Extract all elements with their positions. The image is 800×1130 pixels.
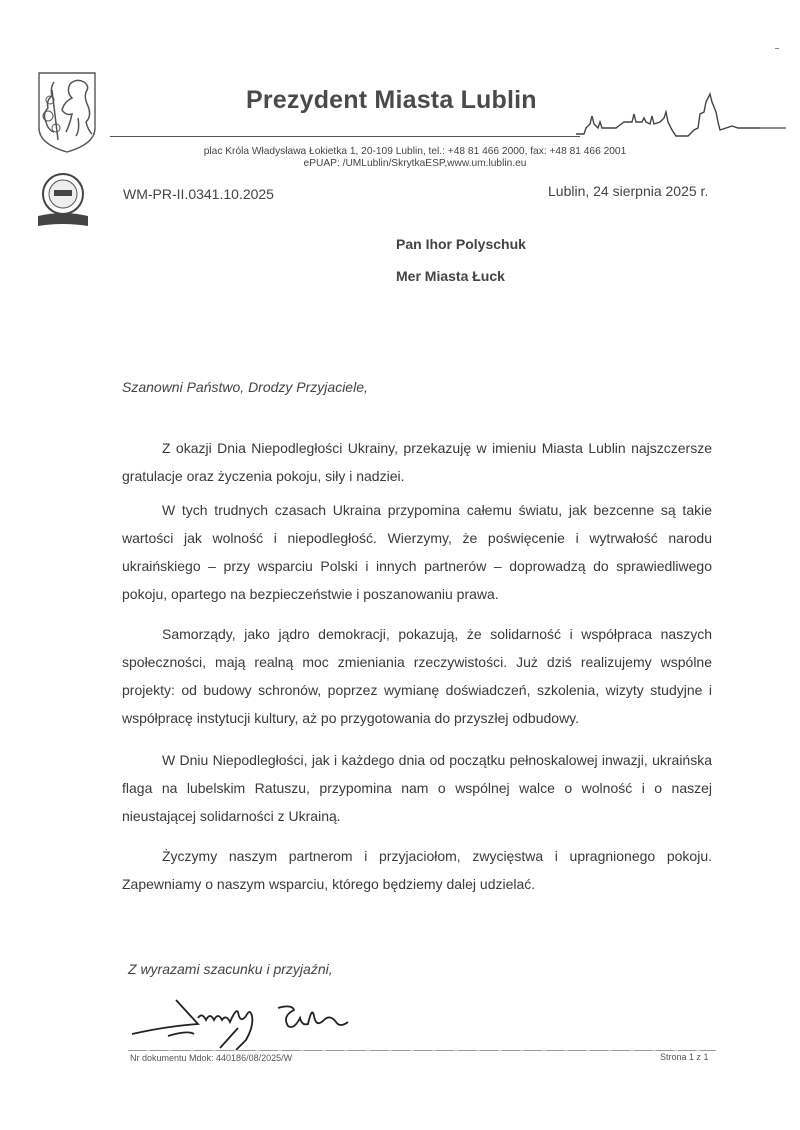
recipient-title: Mer Miasta Łuck bbox=[396, 268, 505, 284]
page-title: Prezydent Miasta Lublin bbox=[246, 86, 537, 114]
closing-phrase: Z wyrazami szacunku i przyjaźni, bbox=[128, 961, 333, 977]
handwritten-signature bbox=[128, 990, 368, 1050]
address-block bbox=[180, 146, 650, 170]
recipient-name: Pan Ihor Polyschuk bbox=[396, 236, 526, 252]
footer-divider bbox=[128, 1050, 716, 1051]
quality-system-certificate-icon bbox=[30, 172, 96, 232]
paragraph: W tych trudnych czasach Ukraina przypomina całemu światu, jak bezcenne są takie wartości jak wolność i niepodległość. Wierzymy, że poświęcenie i wytrwałość narodu ukraińskiego – przy wsparciu Polski i innych partnerów – doprowadzą do sprawiedliwego pokoju, opartego na bezpieczeństwie i poszanowaniu prawa. bbox=[122, 502, 712, 602]
letter-date: Lublin, 24 sierpnia 2025 r. bbox=[548, 183, 709, 199]
address-line: plac Króla Władysława Łokietka 1, 20-109 Lublin, tel.: +48 81 466 2000, fax: +48 81 466 2001 bbox=[203, 146, 627, 157]
document-number: Nr dokumentu Mdok: 440186/08/2025/W bbox=[130, 1053, 293, 1063]
scan-mark bbox=[775, 48, 779, 49]
paragraph: Z okazji Dnia Niepodległości Ukrainy, przekazuję w imieniu Miasta Lublin najszczersze gratulacje oraz życzenia pokoju, siły i nadziei. bbox=[122, 440, 712, 484]
paragraph: W Dniu Niepodległości, jak i każdego dnia od początku pełnoskalowej inwazji, ukraińska flaga na lubelskim Ratuszu, przypomina nam o wspólnej walce o wolność i o naszej nieustającej solidarności z Ukrainą. bbox=[122, 752, 712, 824]
reference-number: WM-PR-II.0341.10.2025 bbox=[123, 186, 274, 202]
lublin-coat-of-arms-icon bbox=[36, 70, 98, 154]
greeting: Szanowni Państwo, Drodzy Przyjaciele, bbox=[122, 379, 368, 395]
page-indicator: Strona 1 z 1 bbox=[660, 1052, 709, 1062]
header-divider bbox=[110, 136, 580, 137]
epuap-line: ePUAP: /UMLublin/SkrytkaESP,www.um.lublin.eu bbox=[303, 158, 527, 169]
paragraph: Życzymy naszym partnerom i przyjaciołom, zwycięstwa i upragnionego pokoju. Zapewniamy o naszym wsparciu, którego będziemy dalej udzielać. bbox=[122, 848, 712, 892]
paragraph: Samorządy, jako jądro demokracji, pokazują, że solidarność i współpraca naszych społeczności, mają realną moc zmieniania rzeczywistości. Już dziś realizujemy wspólne projekty: od budowy schronów, poprzez wymianę doświadczeń, szkolenia, wizyty studyjne i współpracę instytucji kultury, aż po przygotowania do przyszłej odbudowy. bbox=[122, 626, 712, 726]
lublin-skyline-icon bbox=[576, 84, 786, 140]
